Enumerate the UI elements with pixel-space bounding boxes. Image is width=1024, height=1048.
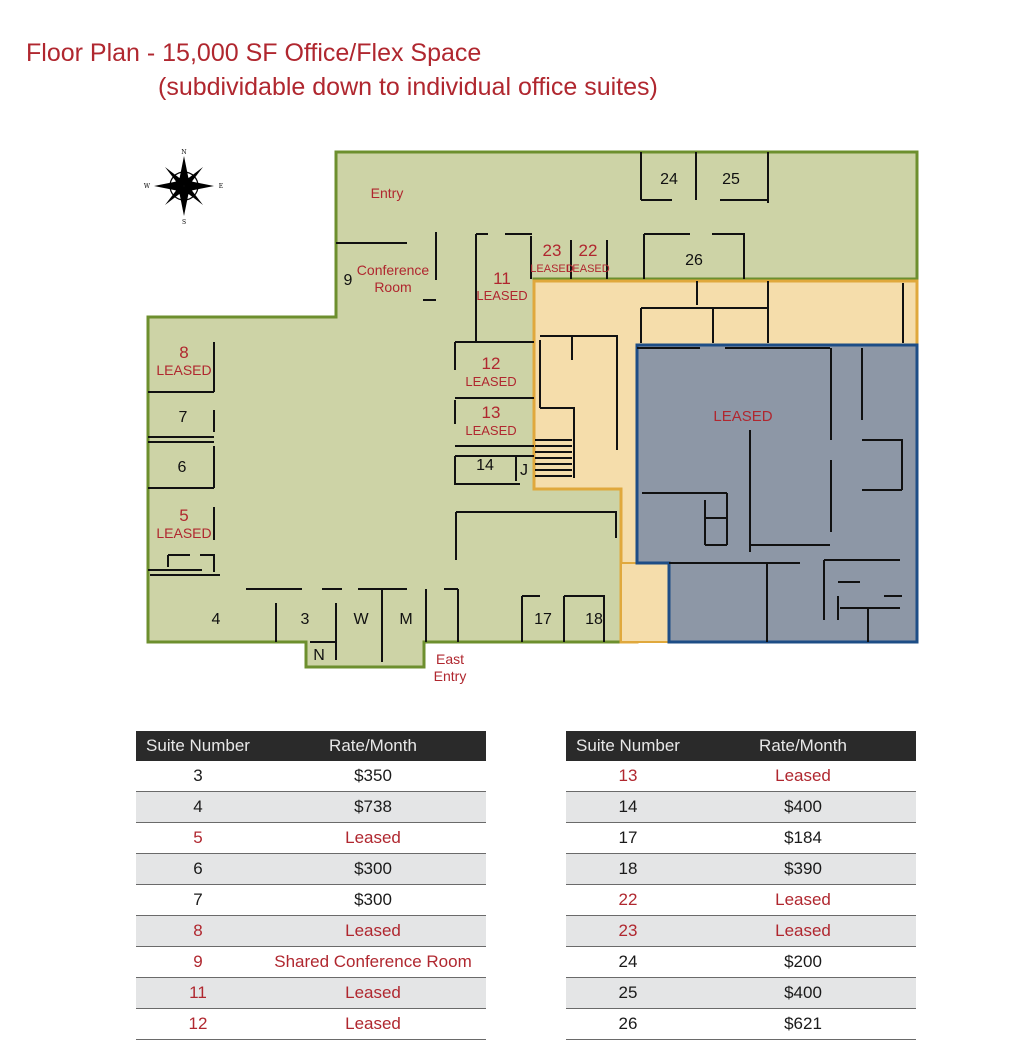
col-rate-month: Rate/Month	[260, 731, 486, 761]
big-leased-label: LEASED	[713, 408, 773, 425]
table-row	[136, 823, 486, 854]
suite-number-cell: 5	[136, 823, 260, 854]
rate-cell: $300	[260, 885, 486, 916]
table-row	[566, 978, 916, 1009]
suite-4: 4	[211, 611, 221, 628]
table-row	[566, 854, 916, 885]
rate-cell: $738	[260, 792, 486, 823]
suite-23-leased: LEASED	[530, 263, 574, 275]
east-label: East	[435, 651, 465, 667]
rate-cell: Leased	[260, 1009, 486, 1040]
rate-cell: $200	[690, 947, 916, 978]
suite-26: 26	[685, 252, 703, 269]
rate-cell: $184	[690, 823, 916, 854]
table-row	[136, 947, 486, 978]
suite-13: 13	[481, 403, 501, 422]
suite-6: 6	[177, 459, 187, 476]
table-row	[136, 916, 486, 947]
col-suite-number: Suite Number	[566, 731, 690, 761]
table-row	[566, 916, 916, 947]
rate-cell: Leased	[690, 761, 916, 792]
suite-number-cell: 18	[566, 854, 690, 885]
col-rate-month: Rate/Month	[690, 731, 916, 761]
suite-7: 7	[178, 409, 188, 426]
rate-cell: $300	[260, 854, 486, 885]
suite-8-leased: LEASED	[156, 362, 212, 378]
east-entry-label: Entry	[433, 668, 467, 684]
table-row	[566, 792, 916, 823]
suite-12-leased: LEASED	[465, 374, 517, 389]
compass-w: W	[143, 183, 151, 190]
suite-w: W	[353, 611, 369, 628]
table-row	[566, 947, 916, 978]
compass-rose-icon	[144, 149, 223, 226]
table-row	[136, 1009, 486, 1040]
compass-s: S	[181, 219, 187, 226]
rate-cell: Leased	[260, 916, 486, 947]
suite-22-leased: LEASED	[566, 263, 610, 275]
rate-cell: $400	[690, 978, 916, 1009]
table-row	[566, 823, 916, 854]
suite-22: 22	[578, 241, 598, 260]
suite-number-cell: 13	[566, 761, 690, 792]
suite-12: 12	[481, 354, 501, 373]
suite-24: 24	[660, 171, 678, 188]
table-row	[566, 1009, 916, 1040]
rate-cell: $621	[690, 1009, 916, 1040]
rate-cell: $400	[690, 792, 916, 823]
suite-number-cell: 25	[566, 978, 690, 1009]
rate-cell: Shared Conference Room	[260, 947, 486, 978]
rates-table-right	[566, 731, 916, 1040]
rate-cell: $350	[260, 761, 486, 792]
suite-25: 25	[722, 171, 740, 188]
table-row	[136, 885, 486, 916]
suite-number-cell: 26	[566, 1009, 690, 1040]
rate-cell: Leased	[690, 885, 916, 916]
page-title: Floor Plan - 15,000 SF Office/Flex Space	[26, 39, 482, 67]
compass-n: N	[181, 149, 187, 156]
suite-3: 3	[300, 611, 310, 628]
suite-number-cell: 14	[566, 792, 690, 823]
table-row	[136, 978, 486, 1009]
suite-11: 11	[493, 269, 511, 288]
entry-label: Entry	[370, 185, 404, 201]
suite-number-cell: 7	[136, 885, 260, 916]
suite-number-cell: 17	[566, 823, 690, 854]
suite-number-cell: 23	[566, 916, 690, 947]
suite-14: 14	[476, 457, 494, 474]
suite-number-cell: 24	[566, 947, 690, 978]
suite-5: 5	[179, 506, 189, 525]
suite-13-leased: LEASED	[465, 423, 517, 438]
suite-5-leased: LEASED	[156, 525, 212, 541]
table-row	[136, 761, 486, 792]
suite-m: M	[399, 611, 413, 628]
table-row	[566, 761, 916, 792]
table-row	[136, 792, 486, 823]
suite-9: 9	[343, 272, 353, 289]
yellow-small-room	[621, 563, 669, 642]
suite-number-cell: 8	[136, 916, 260, 947]
suite-number-cell: 4	[136, 792, 260, 823]
suite-number-cell: 3	[136, 761, 260, 792]
suite-8: 8	[179, 343, 189, 362]
suite-number-cell: 9	[136, 947, 260, 978]
suite-number-cell: 6	[136, 854, 260, 885]
room-label: Room	[374, 279, 412, 295]
table-row	[566, 885, 916, 916]
page-subtitle: (subdividable down to individual office suites)	[158, 73, 658, 101]
rate-cell: Leased	[260, 823, 486, 854]
suite-n: N	[313, 647, 325, 664]
suite-18: 18	[585, 611, 603, 628]
suite-number-cell: 12	[136, 1009, 260, 1040]
rates-table-left	[136, 731, 486, 1040]
col-suite-number: Suite Number	[136, 731, 260, 761]
suite-number-cell: 11	[136, 978, 260, 1009]
compass-e: E	[218, 183, 224, 190]
rate-cell: Leased	[260, 978, 486, 1009]
suite-17: 17	[534, 611, 552, 628]
suite-23: 23	[542, 241, 562, 260]
suite-j: J	[520, 462, 528, 479]
table-row	[136, 854, 486, 885]
suite-11-leased: LEASED	[476, 288, 528, 303]
suite-number-cell: 22	[566, 885, 690, 916]
conference-label: Conference	[356, 262, 430, 278]
rate-cell: $390	[690, 854, 916, 885]
rate-cell: Leased	[690, 916, 916, 947]
